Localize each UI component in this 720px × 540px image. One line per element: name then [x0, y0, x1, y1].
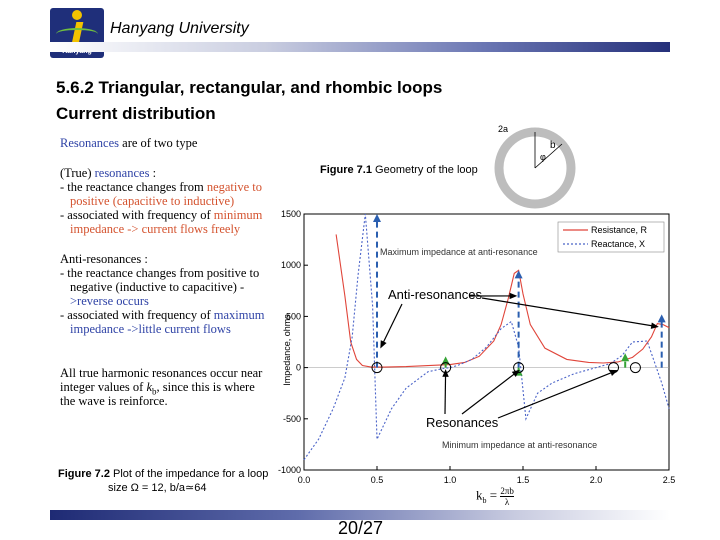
max-impedance-note: Maximum impedance at anti-resonance: [380, 247, 538, 257]
x-tick-label: 1.0: [443, 475, 457, 485]
y-tick-label: 1500: [280, 209, 301, 219]
legend-resistance: Resistance, R: [591, 225, 648, 235]
dim-b-label: b: [550, 140, 556, 151]
dim-phi-label: φ: [540, 152, 546, 162]
y-tick-label: 0: [295, 362, 301, 373]
slide-subtitle: Current distribution: [56, 104, 216, 123]
impedance-chart: [270, 200, 680, 500]
header-rule: [50, 42, 670, 52]
y-tick-label: 500: [285, 311, 301, 322]
kb-formula: $k_b$ = $\frac{2\pi b}{\lambda}$: [476, 486, 514, 507]
logo-swoosh-icon: [56, 28, 98, 40]
note-line: positive (capacitive to inductive): [70, 194, 235, 208]
figure1-caption: Figure 7.1 Geometry of the loop: [320, 164, 478, 176]
y-axis-label: Impedance, ohms: [282, 314, 292, 386]
note-line: - associated with frequency of maximum: [60, 308, 265, 322]
page-number: 20/27: [338, 518, 384, 538]
anti-resonances-label: Anti-resonances: [388, 287, 482, 302]
figure2-caption: Figure 7.2 Plot of the impedance for a loop: [58, 468, 269, 480]
x-tick-label: 2.0: [589, 475, 603, 485]
x-tick-label: 2.5: [662, 475, 676, 485]
callout-arrow: [445, 371, 446, 414]
logo-dot-icon: [72, 10, 82, 20]
note-line: impedance -> current flows freely: [70, 222, 241, 236]
anti-resonance-heading: Anti-resonances :: [60, 252, 148, 266]
x-tick-label: 1.5: [516, 475, 530, 485]
summary-line: integer values of $k_b$, since this is where: [60, 380, 255, 397]
chart-legend: [558, 222, 664, 252]
legend-reactance: Reactance, X: [591, 239, 646, 249]
figure2-caption-line2: size Ω = 12, b/a≃64: [108, 482, 207, 494]
x-tick-label: 0.0: [297, 475, 311, 485]
section-title: 5.6.2 Triangular, rectangular, and rhombic loops: [56, 78, 443, 97]
y-tick-label: -1000: [277, 465, 301, 475]
note-line: negative (inductive to capacitive) -: [70, 280, 245, 294]
summary-line: the wave is reinforce.: [60, 394, 168, 408]
notes-heading: Resonances are of two type: [60, 136, 198, 150]
x-tick-label: 0.5: [370, 475, 384, 485]
y-tick-label: 1000: [280, 260, 301, 271]
resonances-label: Resonances: [426, 415, 499, 430]
min-impedance-note: Minimum impedance at anti-resonance: [442, 440, 598, 450]
university-name: Hanyang University: [110, 20, 249, 37]
note-line: - the reactance changes from negative to: [60, 180, 263, 194]
note-line: - the reactance changes from positive to: [60, 266, 260, 280]
dim-2a-label: 2a: [498, 124, 509, 134]
note-line: >reverse occurs: [70, 294, 149, 308]
true-resonance-heading: (True) resonances :: [60, 166, 157, 180]
summary-line: All true harmonic resonances occur near: [60, 366, 263, 380]
note-line: impedance ->little current flows: [70, 322, 231, 336]
note-line: - associated with frequency of minimum: [60, 208, 263, 222]
y-tick-label: -500: [282, 413, 301, 424]
